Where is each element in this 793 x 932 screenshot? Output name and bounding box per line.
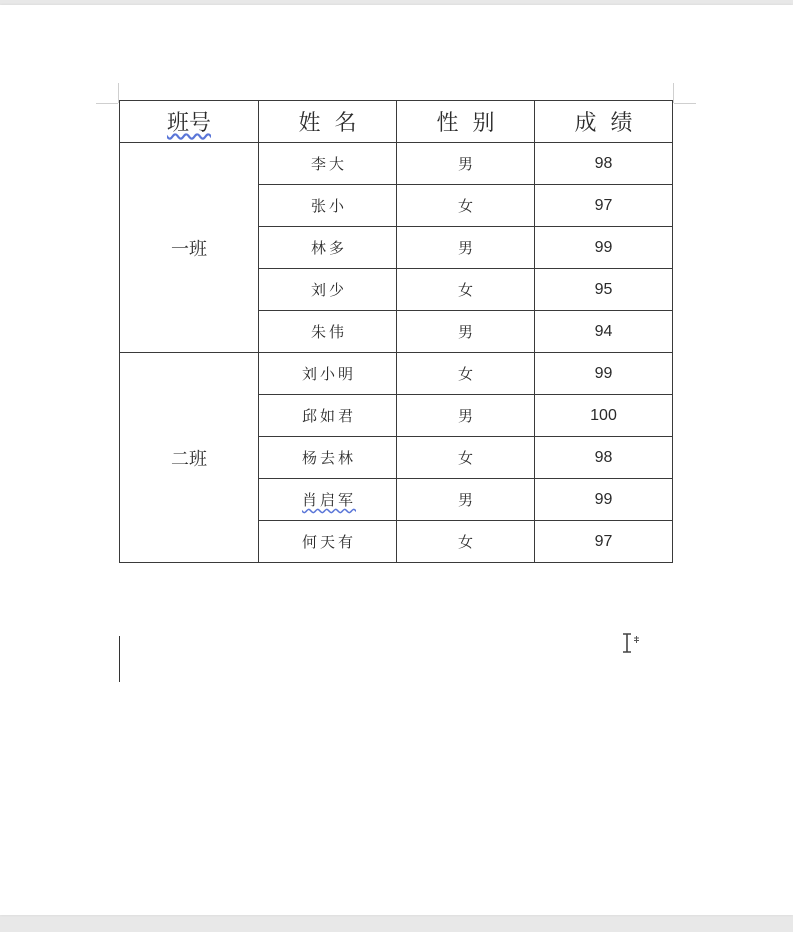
gender-cell[interactable]: 男	[397, 227, 535, 269]
student-name-cell[interactable]: 刘少	[259, 269, 397, 311]
class-cell[interactable]: 一班	[120, 143, 259, 353]
gender-cell[interactable]: 女	[397, 185, 535, 227]
score-cell[interactable]: 99	[535, 227, 673, 269]
header-gender[interactable]: 性别	[397, 101, 535, 143]
student-name-cell[interactable]: 邱如君	[259, 395, 397, 437]
gender-cell[interactable]: 女	[397, 353, 535, 395]
grades-table[interactable]	[119, 100, 673, 563]
header-class[interactable]	[120, 101, 259, 143]
class-cell[interactable]: 二班	[120, 353, 259, 563]
score-cell[interactable]: 98	[535, 143, 673, 185]
student-name-cell[interactable]: 杨去林	[259, 437, 397, 479]
student-name-cell[interactable]	[259, 479, 397, 521]
student-name-cell[interactable]: 张小	[259, 185, 397, 227]
student-name-cell[interactable]: 林多	[259, 227, 397, 269]
header-score[interactable]: 成绩	[535, 101, 673, 143]
score-cell[interactable]: 97	[535, 185, 673, 227]
crop-mark-top-right	[674, 103, 696, 104]
gender-cell[interactable]: 女	[397, 269, 535, 311]
table-header-row	[120, 101, 673, 143]
crop-mark-top-left	[96, 103, 118, 104]
gender-cell[interactable]: 女	[397, 437, 535, 479]
gender-cell[interactable]: 男	[397, 311, 535, 353]
score-cell[interactable]: 98	[535, 437, 673, 479]
table-row	[120, 353, 673, 395]
student-name-cell[interactable]: 刘小明	[259, 353, 397, 395]
crop-mark-top-right	[673, 83, 674, 103]
header-class-text: 班号	[166, 111, 211, 136]
score-cell[interactable]: 95	[535, 269, 673, 311]
student-name-text: 肖启军	[301, 491, 356, 509]
i-beam-cursor-icon	[620, 632, 644, 656]
student-name-cell[interactable]: 何天有	[259, 521, 397, 563]
header-name[interactable]: 姓名	[259, 101, 397, 143]
student-name-cell[interactable]: 李大	[259, 143, 397, 185]
score-cell[interactable]: 97	[535, 521, 673, 563]
gender-cell[interactable]: 女	[397, 521, 535, 563]
score-cell[interactable]: 99	[535, 353, 673, 395]
score-cell[interactable]: 100	[535, 395, 673, 437]
gender-cell[interactable]: 男	[397, 479, 535, 521]
score-cell[interactable]: 94	[535, 311, 673, 353]
score-cell[interactable]: 99	[535, 479, 673, 521]
student-name-cell[interactable]: 朱伟	[259, 311, 397, 353]
text-caret	[119, 636, 120, 682]
gender-cell[interactable]: 男	[397, 143, 535, 185]
table-row	[120, 143, 673, 185]
gender-cell[interactable]: 男	[397, 395, 535, 437]
